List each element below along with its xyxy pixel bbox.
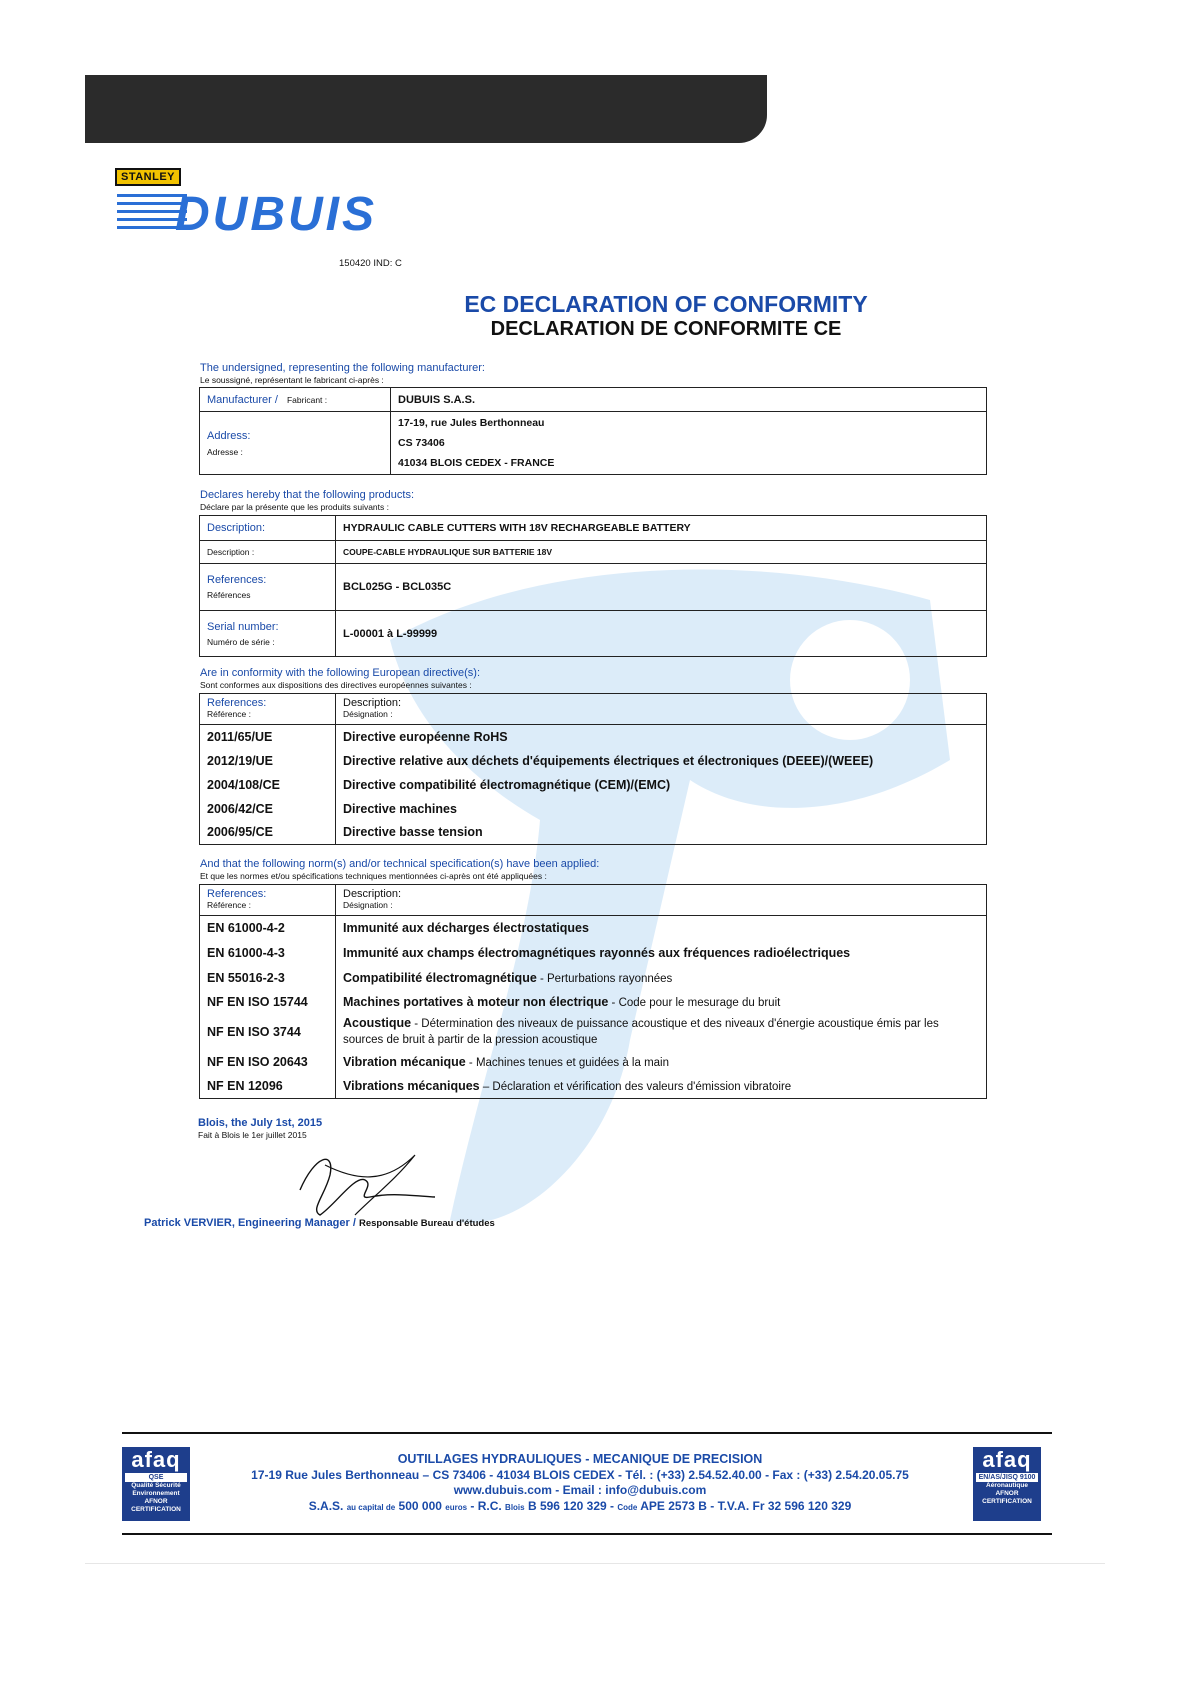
description-value-fr: COUPE-CABLE HYDRAULIQUE SUR BATTERIE 18V — [336, 541, 987, 564]
norm-desc-title: Machines portatives à moteur non électrique — [343, 994, 609, 1009]
references-label-en: References: — [207, 574, 267, 586]
afaq-aero-logo — [973, 1447, 1041, 1521]
norm-desc — [336, 1050, 987, 1074]
directive-ref: 2011/65/UE — [200, 725, 336, 749]
afaq-label: QSE — [125, 1473, 187, 1482]
page-bottom-rule — [85, 1563, 1105, 1564]
norms-col-desc-fr: Désignation : — [343, 900, 393, 910]
norm-desc-title: Immunité aux décharges électrostatiques — [343, 921, 589, 936]
norms-col-ref — [200, 885, 336, 916]
footer-part: 500 000 — [395, 1498, 446, 1513]
directive-ref: 2006/42/CE — [200, 797, 336, 821]
footer-part: Blois — [505, 1502, 525, 1512]
serial-label-en: Serial number: — [207, 620, 279, 633]
description-label-fr: Description : — [200, 541, 336, 564]
description-label-en: Description: — [200, 516, 336, 541]
directive-ref: 2012/19/UE — [200, 749, 336, 773]
norm-desc-title: Compatibilité électromagnétique — [343, 970, 537, 985]
directives-col-ref-fr: Référence : — [207, 709, 251, 719]
manufacturer-label-fr: Fabricant : — [286, 394, 328, 405]
document-reference: 150420 IND: C — [339, 258, 402, 269]
directive-ref: 2006/95/CE — [200, 821, 336, 845]
norm-ref: EN 61000-4-3 — [200, 941, 336, 966]
norm-desc-title: Vibrations mécaniques — [343, 1078, 480, 1093]
norms-intro-fr: Et que les normes et/ou spécifications techniques mentionnées ci-après ont été appliquées : — [200, 871, 547, 881]
references-label-fr: Références — [207, 590, 251, 600]
norm-desc — [336, 966, 987, 990]
product-intro-fr: Déclare par la présente que les produits suivants : — [200, 502, 389, 512]
directives-col-ref — [200, 694, 336, 725]
directive-desc: Directive relative aux déchets d'équipements électriques et électroniques (DEEE)/(WEEE) — [336, 749, 987, 773]
footer-part: euros — [445, 1502, 468, 1512]
svg-text:DUBUIS: DUBUIS — [175, 190, 378, 235]
address-label-fr: Adresse : — [207, 446, 243, 457]
norm-desc — [336, 1074, 987, 1099]
norm-desc-detail: - Perturbations rayonnées — [536, 972, 673, 985]
address-line: 17-19, rue Jules Berthonneau — [398, 417, 545, 429]
title-english: EC DECLARATION OF CONFORMITY — [464, 291, 868, 317]
norm-desc — [336, 1014, 987, 1050]
footer-divider-bottom — [122, 1533, 1052, 1535]
afaq-label: Aéronautique — [986, 1482, 1028, 1489]
norm-ref: NF EN ISO 20643 — [200, 1050, 336, 1074]
directives-col-ref-en: References: — [207, 697, 267, 709]
directives-col-desc-en: Description: — [343, 697, 402, 709]
directives-col-desc — [336, 694, 987, 725]
address-value — [391, 412, 987, 475]
afaq-qse-logo — [122, 1447, 190, 1521]
manufacturer-table — [199, 387, 987, 475]
signatory-fr: Responsable Bureau d'études — [358, 1218, 495, 1229]
footer-line — [185, 1499, 975, 1516]
norms-intro-en: And that the following norm(s) and/or technical specification(s) have been applied: — [200, 858, 600, 870]
norm-desc-detail: - Détermination des niveaux de puissance acoustique et des niveaux d'énergie acoustique émis par les sources de bruit à partir de la pression acoustique — [343, 1017, 939, 1046]
address-line: CS 73406 — [398, 437, 445, 449]
footer-part: B 596 120 329 - — [524, 1498, 618, 1513]
footer-part: Code — [617, 1502, 638, 1512]
manufacturer-label-en: Manufacturer / — [207, 393, 278, 406]
directives-intro-fr: Sont conformes aux dispositions des directives européennes suivantes : — [200, 680, 472, 690]
manufacturer-intro-en: The undersigned, representing the following manufacturer: — [200, 362, 485, 374]
manufacturer-value: DUBUIS S.A.S. — [391, 388, 987, 412]
norm-desc-detail: - Machines tenues et guidées à la main — [465, 1056, 670, 1069]
footer-divider-top — [122, 1432, 1052, 1434]
footer-line: OUTILLAGES HYDRAULIQUES - MECANIQUE DE PRECISION — [397, 1452, 763, 1466]
footer-part: - R.C. — [467, 1498, 506, 1513]
signatory-en: Patrick VERVIER, Engineering Manager / — [144, 1217, 356, 1229]
afaq-label: AFNOR CERTIFICATION — [982, 1490, 1032, 1505]
stanley-badge: STANLEY — [115, 168, 181, 186]
place-date-en: Blois, the July 1st, 2015 — [198, 1117, 323, 1129]
norm-ref: EN 55016-2-3 — [200, 966, 336, 990]
directive-ref: 2004/108/CE — [200, 773, 336, 797]
norm-desc-title: Acoustique — [343, 1015, 412, 1030]
handwritten-signature — [295, 1135, 445, 1220]
norm-desc — [336, 916, 987, 941]
header-bar — [85, 75, 767, 143]
norm-desc — [336, 941, 987, 966]
references-label-cell — [200, 564, 336, 611]
afaq-label: Qualité Sécurité Environnement — [131, 1482, 181, 1497]
address-label-en: Address: — [207, 429, 251, 442]
directive-desc: Directive européenne RoHS — [336, 725, 987, 749]
serial-label-fr: Numéro de série : — [207, 636, 275, 647]
norm-ref: EN 61000-4-2 — [200, 916, 336, 941]
address-label-cell — [200, 412, 391, 475]
footer-company-info — [185, 1452, 975, 1515]
directive-desc: Directive compatibilité électromagnétique (CEM)/(EMC) — [336, 773, 987, 797]
norm-ref: NF EN ISO 3744 — [200, 1014, 336, 1050]
description-value-en: HYDRAULIC CABLE CUTTERS WITH 18V RECHARGEABLE BATTERY — [336, 516, 987, 541]
manufacturer-intro-fr: Le soussigné, représentant le fabricant ci-après : — [200, 375, 384, 385]
afaq-label: EN/AS/JISQ 9100 — [976, 1473, 1038, 1482]
norm-ref: NF EN ISO 15744 — [200, 990, 336, 1014]
title-french: DECLARATION DE CONFORMITE CE — [490, 318, 842, 340]
norms-col-ref-fr: Référence : — [207, 900, 251, 910]
product-intro-en: Declares hereby that the following products: — [200, 489, 415, 501]
norms-table — [199, 884, 987, 1099]
footer-line: 17-19 Rue Jules Berthonneau – CS 73406 - 41034 BLOIS CEDEX - Tél. : (+33) 2.54.52.40.00 - Fax : (+33) 2.54.20.05.75 — [251, 1467, 909, 1482]
footer-part: APE 2573 B - T.V.A. Fr 32 596 120 329 — [637, 1498, 852, 1513]
serial-label-cell — [200, 611, 336, 657]
footer-part: au capital de — [346, 1502, 396, 1512]
dubuis-logo — [117, 190, 437, 235]
place-date-fr: Fait à Blois le 1er juillet 2015 — [198, 1130, 307, 1140]
afaq-label: AFNOR CERTIFICATION — [131, 1498, 181, 1513]
product-table — [199, 515, 987, 657]
norm-desc — [336, 990, 987, 1014]
norms-col-desc — [336, 885, 987, 916]
manufacturer-label-cell — [200, 388, 391, 412]
serial-value: L-00001 à L-99999 — [336, 611, 987, 657]
directive-desc: Directive machines — [336, 797, 987, 821]
norms-col-desc-en: Description: — [343, 888, 402, 900]
address-line: 41034 BLOIS CEDEX - FRANCE — [398, 457, 555, 469]
norm-ref: NF EN 12096 — [200, 1074, 336, 1099]
footer-part: S.A.S. — [308, 1498, 347, 1513]
references-value: BCL025G - BCL035C — [336, 564, 987, 611]
footer-line: www.dubuis.com - Email : info@dubuis.com — [453, 1483, 707, 1497]
directives-intro-en: Are in conformity with the following European directive(s): — [200, 667, 481, 679]
norm-desc-detail: - Code pour le mesurage du bruit — [608, 996, 781, 1009]
afaq-brand: afaq — [131, 1447, 181, 1472]
norm-desc-title: Immunité aux champs électromagnétiques rayonnés aux fréquences radioélectriques — [343, 946, 851, 960]
directives-col-desc-fr: Désignation : — [343, 709, 393, 719]
norms-col-ref-en: References: — [207, 888, 267, 900]
norm-desc-detail: – Déclaration et vérification des valeurs d'émission vibratoire — [479, 1080, 792, 1093]
norm-desc-title: Vibration mécanique — [343, 1054, 466, 1069]
signatory — [144, 1217, 495, 1229]
afaq-brand: afaq — [982, 1447, 1032, 1472]
directive-desc: Directive basse tension — [336, 821, 987, 845]
directives-table — [199, 693, 987, 845]
